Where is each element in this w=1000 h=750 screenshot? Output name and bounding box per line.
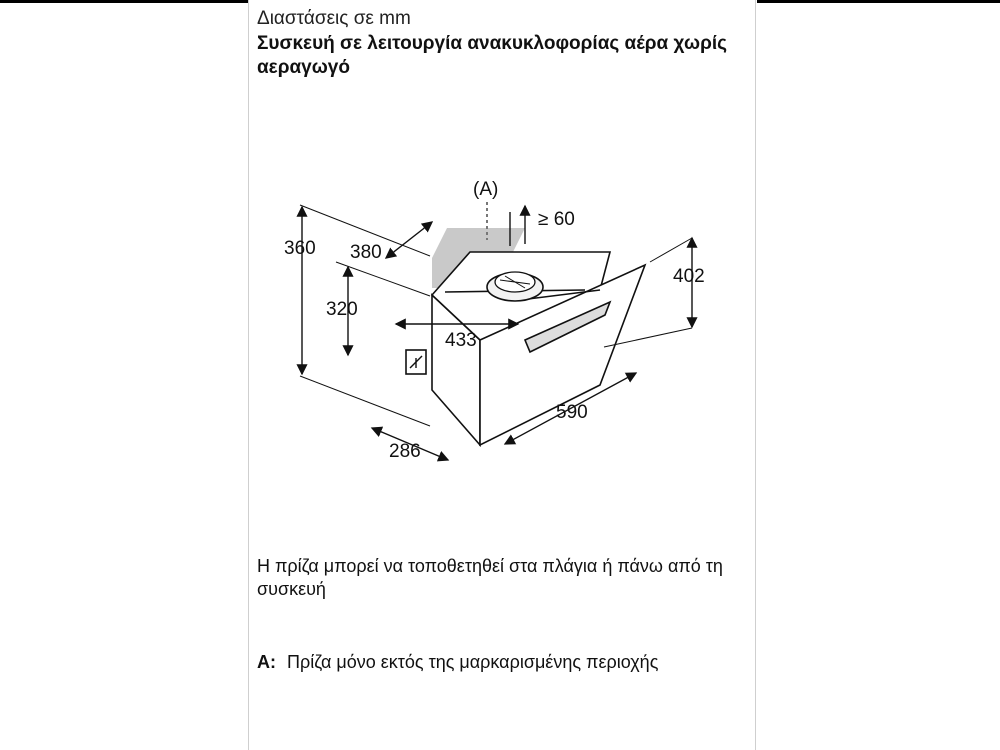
- dim-depth-bottom: 286: [389, 441, 421, 462]
- dim-height-total: 360: [284, 238, 316, 259]
- legend-key: A:: [257, 652, 276, 672]
- socket-note: Η πρίζα μπορεί να τοποθετηθεί στα πλάγια ή πάνω από τη συσκευή: [257, 556, 723, 599]
- dim-height-front: 402: [673, 266, 705, 287]
- dim-clearance-top: ≥ 60: [538, 209, 575, 230]
- units-subtitle: Διαστάσεις σε mm: [257, 8, 411, 29]
- dim-width-front: 590: [556, 402, 588, 423]
- legend-text: Πρίζα μόνο εκτός της μαρκαρισμένης περιοχής: [287, 652, 659, 672]
- dim-width-inner: 433: [445, 330, 477, 351]
- page-title: Συσκευή σε λειτουργία ανακυκλοφορίας αέρα χωρίς αεραγωγό: [257, 33, 727, 78]
- dim-height-body: 320: [326, 299, 358, 320]
- dim-depth-top: 380: [350, 242, 382, 263]
- fan-motor-icon: [487, 272, 543, 301]
- zone-label: (A): [473, 179, 499, 200]
- wall-socket-icon: [406, 350, 426, 374]
